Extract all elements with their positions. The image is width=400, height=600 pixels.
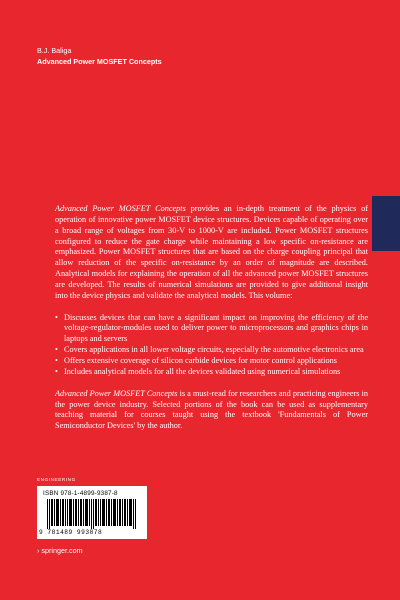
category-label: ENGINEERING: [37, 477, 76, 482]
barcode-number: 9 781489 993878: [39, 529, 103, 536]
feature-item: • Includes analytical models for all the devices validated using numerical simulations: [55, 367, 368, 378]
chevron-right-icon: ›: [37, 546, 40, 555]
intro-body: provides an in-depth treatment of the physics of operation of innovative power MOSFET device structures. Devices capable of operating over a broad range of voltages from 30-V to 1000-V are included. Power MOSFET structures configured to reduce the gate charge while maintaining a low specific on-resistance are emphasized. Power MOSFET structures that are based on the charge coupling principal that allow reduction of the specific on-resistance by an order of magnitude are described. Analytical models for explaining the operation of all the advanced power MOSFET structures are developed. The results of numerical simulations are provided to give additional insight into the device physics and validate the analytical models. This volume:: [55, 204, 368, 300]
spine-color-tab: [372, 196, 400, 251]
feature-item: • Discusses devices that can have a significant impact on improving the efficiency of the voltage-regulator-modules used to deliver power to microprocessors and graphics chips in laptops and servers: [55, 313, 368, 346]
barcode-panel: [37, 486, 147, 539]
feature-item: • Covers applications in all lower voltage circuits, especially the automotive electronics area: [55, 345, 368, 356]
closing-paragraph: [55, 389, 368, 432]
book-title: Advanced Power MOSFET Concepts: [37, 57, 162, 66]
author-name: B.J. Baliga: [37, 46, 72, 55]
feature-list: [55, 313, 368, 378]
publisher-link[interactable]: [37, 546, 83, 555]
publisher-link-text[interactable]: springer.com: [41, 546, 83, 555]
blurb-text: [55, 204, 368, 432]
intro-title: Advanced Power MOSFET Concepts: [55, 204, 186, 213]
isbn-label: ISBN 978-1-4899-9387-8: [43, 490, 118, 497]
intro-paragraph: [55, 204, 368, 302]
closing-title: Advanced Power MOSFET Concepts: [55, 388, 178, 398]
closing-body: is a must-read for researchers and practicing engineers in the power device industry. Selected portions of the book can be used as supplementary teaching material for courses taught using the textbook 'Fundamentals of Power Semiconductor Devices' by the author.: [55, 388, 368, 431]
barcode-icon: [47, 499, 139, 529]
feature-item: • Offers extensive coverage of silicon carbide devices for motor control applications: [55, 356, 368, 367]
